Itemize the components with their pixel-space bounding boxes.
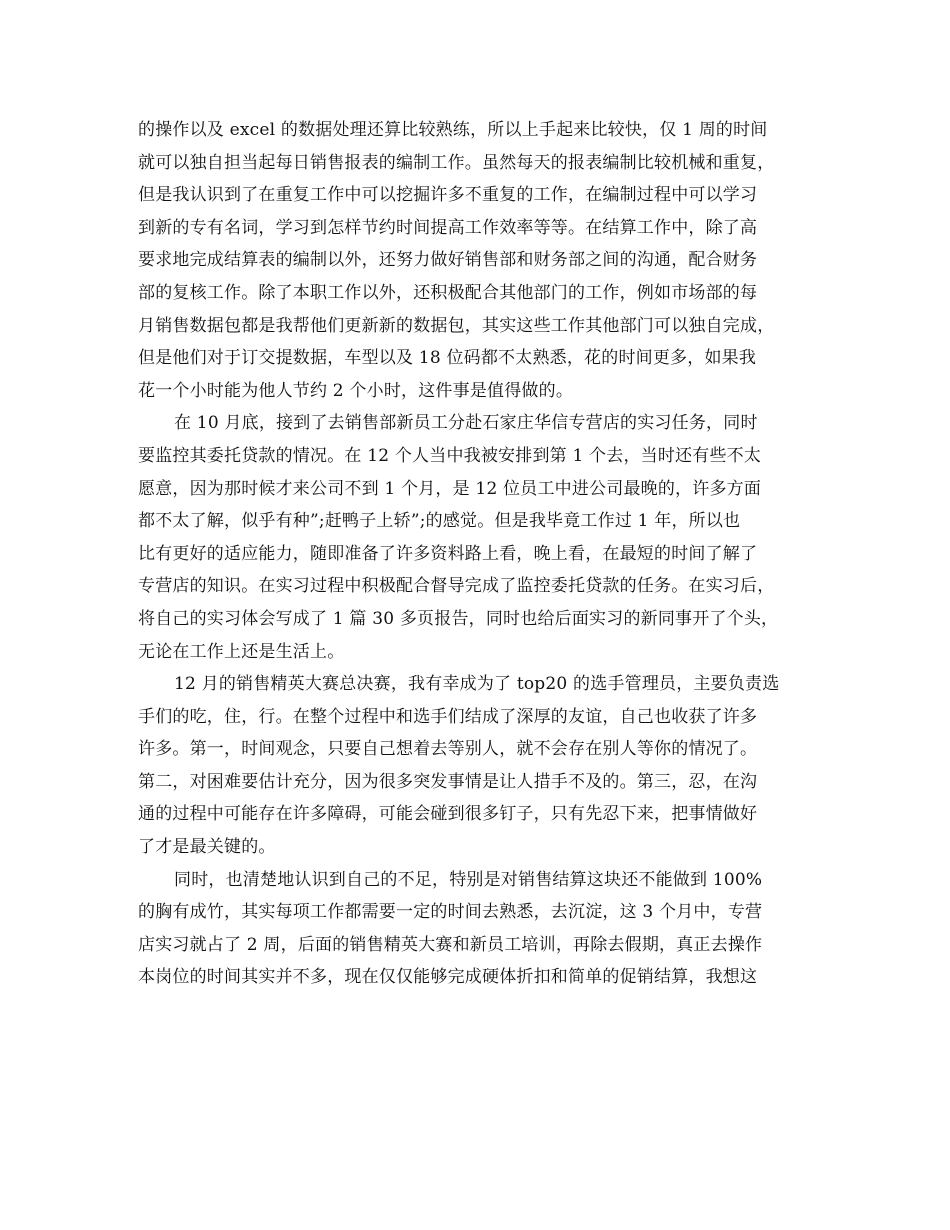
text-line: 专营店的知识。在实习过程中积极配合督导完成了监控委托贷款的任务。在实习后， bbox=[138, 576, 775, 597]
text-line: 就可以独自担当起每日销售报表的编制工作。虽然每天的报表编制比较机械和重复， bbox=[138, 152, 775, 173]
text-line: 月销售数据包都是我帮他们更新新的数据包，其实这些工作其他部门可以独自完成， bbox=[138, 315, 775, 336]
text-line: 要求地完成结算表的编制以外，还努力做好销售部和财务部之间的沟通，配合财务 bbox=[138, 250, 758, 271]
text-line: 部的复核工作。除了本职工作以外，还积极配合其他部门的工作，例如市场部的每 bbox=[138, 282, 758, 303]
text-line: 本岗位的时间其实并不多，现在仅仅能够完成硬体折扣和简单的促销结算，我想这 bbox=[138, 967, 758, 988]
text-line: 通的过程中可能存在许多障碍，可能会碰到很多钉子，只有先忍下来，把事情做好 bbox=[138, 804, 758, 825]
paragraph-3 bbox=[138, 668, 828, 864]
text-line: 比有更好的适应能力，随即准备了许多资料路上看，晚上看，在最短的时间了解了 bbox=[138, 543, 758, 564]
paragraph-4 bbox=[138, 864, 828, 994]
document-body bbox=[138, 114, 828, 994]
text-line: 手们的吃，住，行。在整个过程中和选手们结成了深厚的友谊，自己也收获了许多 bbox=[138, 706, 758, 727]
text-line: 12 月的销售精英大赛总决赛，我有幸成为了 top20 的选手管理员，主要负责选 bbox=[174, 674, 780, 695]
text-line: 第二，对困难要估计充分，因为很多突发事情是让人措手不及的。第三，忍，在沟 bbox=[138, 771, 758, 792]
text-line: 店实习就占了 2 周，后面的销售精英大赛和新员工培训，再除去假期，真正去操作 bbox=[138, 934, 763, 955]
text-line: 的胸有成竹，其实每项工作都需要一定的时间去熟悉，去沉淀，这 3 个月中，专营 bbox=[138, 902, 763, 923]
text-line: 但是他们对于订交提数据，车型以及 18 位码都不太熟悉，花的时间更多，如果我 bbox=[138, 348, 757, 369]
text-line: 的操作以及 excel 的数据处理还算比较熟练，所以上手起来比较快，仅 1 周的时间 bbox=[138, 120, 768, 140]
text-line: 许多。第一，时间观念，只要自己想着去等别人，就不会存在别人等你的情况了。 bbox=[138, 739, 758, 760]
text-line: 愿意，因为那时候才来公司不到 1 个月，是 12 位员工中进公司最晚的，许多方面 bbox=[138, 478, 762, 499]
paragraph-2 bbox=[138, 407, 828, 668]
text-line: 同时，也清楚地认识到自己的不足，特别是对销售结算这块还不能做到 100% bbox=[174, 869, 763, 890]
text-line: 都不太了解，似乎有种”;赶鸭子上轿”;的感觉。但是我毕竟工作过 1 年，所以也 bbox=[138, 511, 741, 532]
text-line: 到新的专有名词，学习到怎样节约时间提高工作效率等等。在结算工作中，除了高 bbox=[138, 217, 758, 238]
text-line: 将自己的实习体会写成了 1 篇 30 多页报告，同时也给后面实习的新同事开了个头， bbox=[138, 608, 779, 629]
text-line: 无论在工作上还是生活上。 bbox=[138, 641, 345, 662]
text-line: 但是我认识到了在重复工作中可以挖掘许多不重复的工作，在编制过程中可以学习 bbox=[138, 185, 758, 206]
text-line: 要监控其委托贷款的情况。在 12 个人当中我被安排到第 1 个去，当时还有些不太 bbox=[138, 445, 762, 466]
paragraph-1 bbox=[138, 114, 828, 407]
text-line: 了才是最关键的。 bbox=[138, 837, 276, 858]
text-line: 花一个小时能为他人节约 2 个小时，这件事是值得做的。 bbox=[138, 380, 574, 401]
text-line: 在 10 月底，接到了去销售部新员工分赴石家庄华信专营店的实习任务，同时 bbox=[174, 413, 758, 434]
